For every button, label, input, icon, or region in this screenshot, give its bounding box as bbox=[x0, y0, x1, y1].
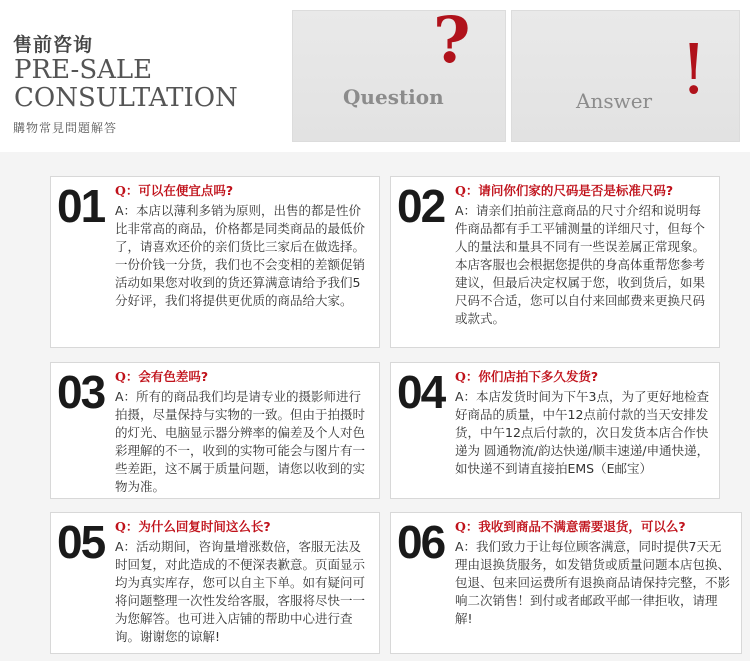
faq-question bbox=[115, 369, 371, 385]
question-text: 会有色差吗? bbox=[138, 369, 209, 384]
question-prefix: Q： bbox=[115, 183, 139, 198]
question-text: 为什么回复时间这么长? bbox=[138, 519, 271, 534]
faq-question bbox=[115, 519, 371, 535]
faq-number: 01 bbox=[57, 180, 105, 232]
faq-card-04 bbox=[390, 362, 720, 499]
faq-answer: A：我们致力于让每位顾客满意，同时提供7天无理由退换货服务，如发错货或质量问题本店包换、包退、包来回运费所有退换商品请保持完整，不影响二次销售！到付或者邮政平邮一律拒收，请理解! bbox=[455, 539, 731, 626]
faq-card-05 bbox=[50, 512, 380, 654]
faq-card-03 bbox=[50, 362, 380, 499]
faq-answer: A：活动期间，咨询量增涨数倍，客服无法及时回复，对此造成的不便深表歉意。页面显示均为真实库存，您可以自主下单。如有疑问可将问题整理一次性发给客服，客服将尽快一一为您解答。也可进入店铺的帮助中心进行查询。谢谢您的谅解! bbox=[115, 539, 366, 644]
question-prefix: Q： bbox=[455, 519, 479, 534]
faq-answer: A：本店以薄利多销为原则，出售的都是性价比非常高的商品，价格都是同类商品的最低价了，请喜欢还价的亲们货比三家后在做选择。一份价钱一分货，我们也不会变相的差额促销活动如果您对收到的货还算满意请给予我们5分好评，我们将提供更优质的商品给大家。 bbox=[115, 203, 366, 308]
title-english-line2: CONSULTATION bbox=[14, 83, 238, 113]
faq-question bbox=[115, 183, 371, 199]
question-prefix: Q： bbox=[455, 183, 479, 198]
faq-question bbox=[455, 519, 733, 535]
faq-card-02 bbox=[390, 176, 720, 348]
page-title: 售前咨询 bbox=[13, 34, 94, 56]
faq-question bbox=[455, 369, 711, 385]
question-prefix: Q： bbox=[455, 369, 479, 384]
faq-card-06 bbox=[390, 512, 742, 654]
faq-answer: A：本店发货时间为下午3点，为了更好地检查好商品的质量，中午12点前付款的当天安排发货，中午12点后付款的，次日发货本店合作快递为 圆通物流/韵达快递/顺丰速递/申通快递，如快递不到请直接拍EMS（E邮宝） bbox=[455, 389, 710, 476]
page-subtitle: 購物常見問題解答 bbox=[13, 121, 118, 135]
question-prefix: Q： bbox=[115, 369, 139, 384]
question-mark-icon: ? bbox=[433, 3, 471, 78]
faq-answer: A：所有的商品我们均是请专业的摄影师进行拍摄，尽量保持与实物的一致。但由于拍摄时的灯光、电脑显示器分辨率的偏差及个人对色彩理解的不一，收到的实物可能会与图片有一些差距，这不属于质量问题，请您以收到的实物为准。 bbox=[115, 389, 366, 494]
exclamation-mark-icon: ! bbox=[680, 31, 708, 110]
answer-word: Answer bbox=[576, 89, 653, 113]
title-english-line1: PRE-SALE bbox=[14, 55, 153, 85]
faq-number: 02 bbox=[397, 180, 445, 232]
question-text: 我收到商品不满意需要退货，可以么? bbox=[478, 519, 686, 534]
faq-answer: A：请亲们拍前注意商品的尺寸介绍和说明每件商品都有手工平铺测量的详细尺寸，但每个人的量法和量具不同有一些误差属正常现象。本店客服也会根据您提供的身高体重帮您参考建议，但最后决定权属于您，收到货后，如果尺码不合适，您可以自付来回邮费来更换尺码或款式。 bbox=[455, 203, 706, 326]
answer-banner bbox=[511, 10, 740, 142]
faq-number: 06 bbox=[397, 516, 445, 568]
header bbox=[0, 0, 750, 152]
faq-number: 05 bbox=[57, 516, 105, 568]
question-text: 请问你们家的尺码是否是标准尺码? bbox=[478, 183, 674, 198]
question-word: Question bbox=[343, 85, 444, 109]
faq-number: 03 bbox=[57, 366, 105, 418]
question-banner bbox=[292, 3, 506, 142]
faq-question bbox=[455, 183, 711, 199]
question-prefix: Q： bbox=[115, 519, 139, 534]
question-text: 你们店拍下多久发货? bbox=[478, 369, 599, 384]
question-text: 可以在便宜点吗? bbox=[138, 183, 234, 198]
faq-card-01 bbox=[50, 176, 380, 348]
faq-number: 04 bbox=[397, 366, 445, 418]
